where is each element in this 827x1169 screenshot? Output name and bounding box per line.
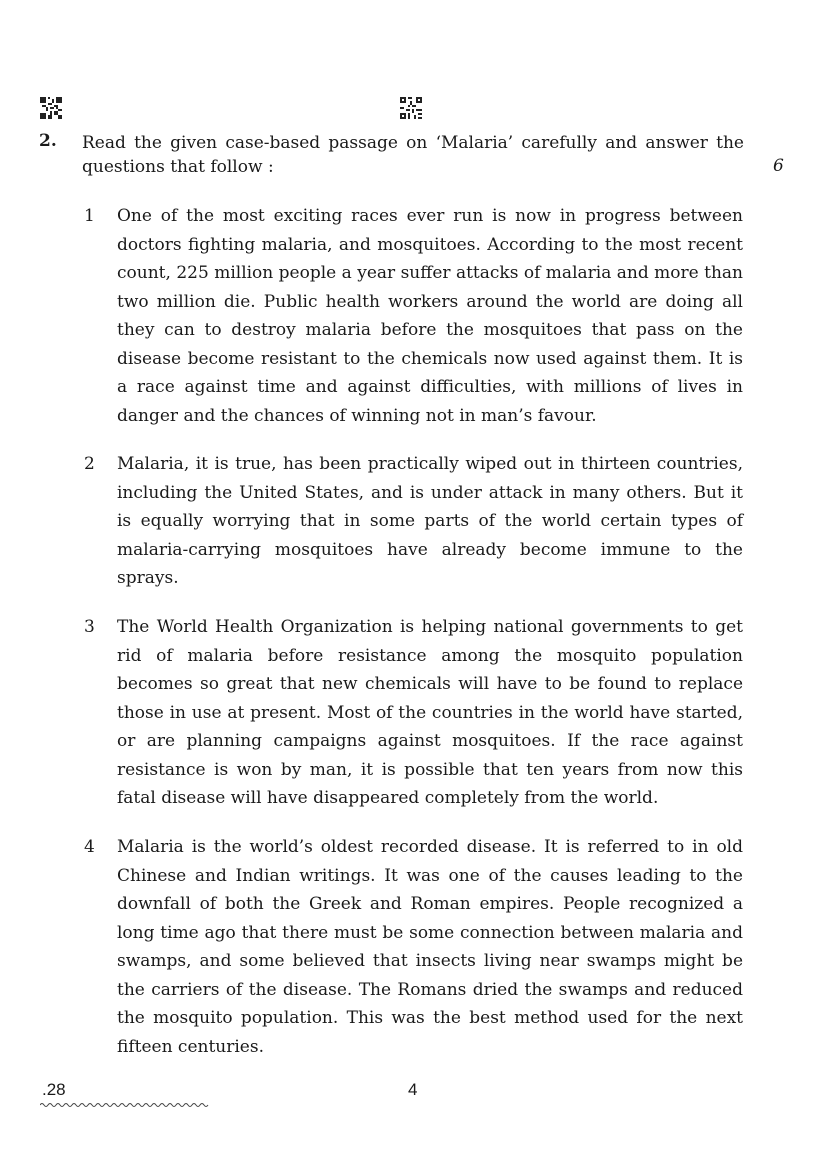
paragraph-text: Malaria, it is true, has been practically wiped out in thirteen countries, including the United States, and is under attack in many others. But it is equally worrying that in some parts of the world certain types of malaria-carrying mosquitoes have already become immune to the sprays. [117,454,743,588]
question-instruction: Read the given case-based passage on ‘Malaria’ carefully and answer the questions that follow : [82,133,744,177]
paragraph-number: 4 [84,837,95,857]
decorative-wave-line [40,1101,210,1109]
paragraph-text: One of the most exciting races ever run is now in progress between doctors fighting malaria, and mosquitoes. According to the most recent count, 225 million people a year suffer attacks of malaria and more than two million die. Public health workers around the world are doing all they can to destroy malaria before the mosquitoes that pass on the disease become resistant to the chemicals now used against them. It is a race against time and against difficulties, with millions of lives in danger and the chances of winning not in man’s favour. [117,206,743,426]
qr-code-icon [400,97,422,119]
paragraph-number: 2 [84,454,95,474]
paragraph-number: 1 [84,206,95,226]
paragraph-text: Malaria is the world’s oldest recorded disease. It is referred to in old Chinese and Indian writings. It was one of the causes leading to the downfall of both the Greek and Roman empires. People recognized a long time ago that there must be some connection between malaria and swamps, and some believed that insects living near swamps might be the carriers of the disease. The Romans dried the swamps and reduced the mosquito population. This was the best method used for the next fifteen centuries. [117,837,743,1057]
paper-code: .28 [42,1080,66,1099]
page-number: 4 [408,1080,418,1099]
paragraph-text: The World Health Organization is helping national governments to get rid of malaria before resistance among the mosquito population becomes so great that new chemicals will have to be found to replace those in use at present. Most of the countries in the world have started, or are planning campaigns against mosquitoes. If the race against resistance is won by man, it is possible that ten years from now this fatal disease will have disappeared completely from the world. [117,617,743,808]
question-number: 2. [39,131,57,151]
qr-code-icon [40,97,62,119]
question-marks: 6 [773,156,784,176]
paragraph-number: 3 [84,617,95,637]
